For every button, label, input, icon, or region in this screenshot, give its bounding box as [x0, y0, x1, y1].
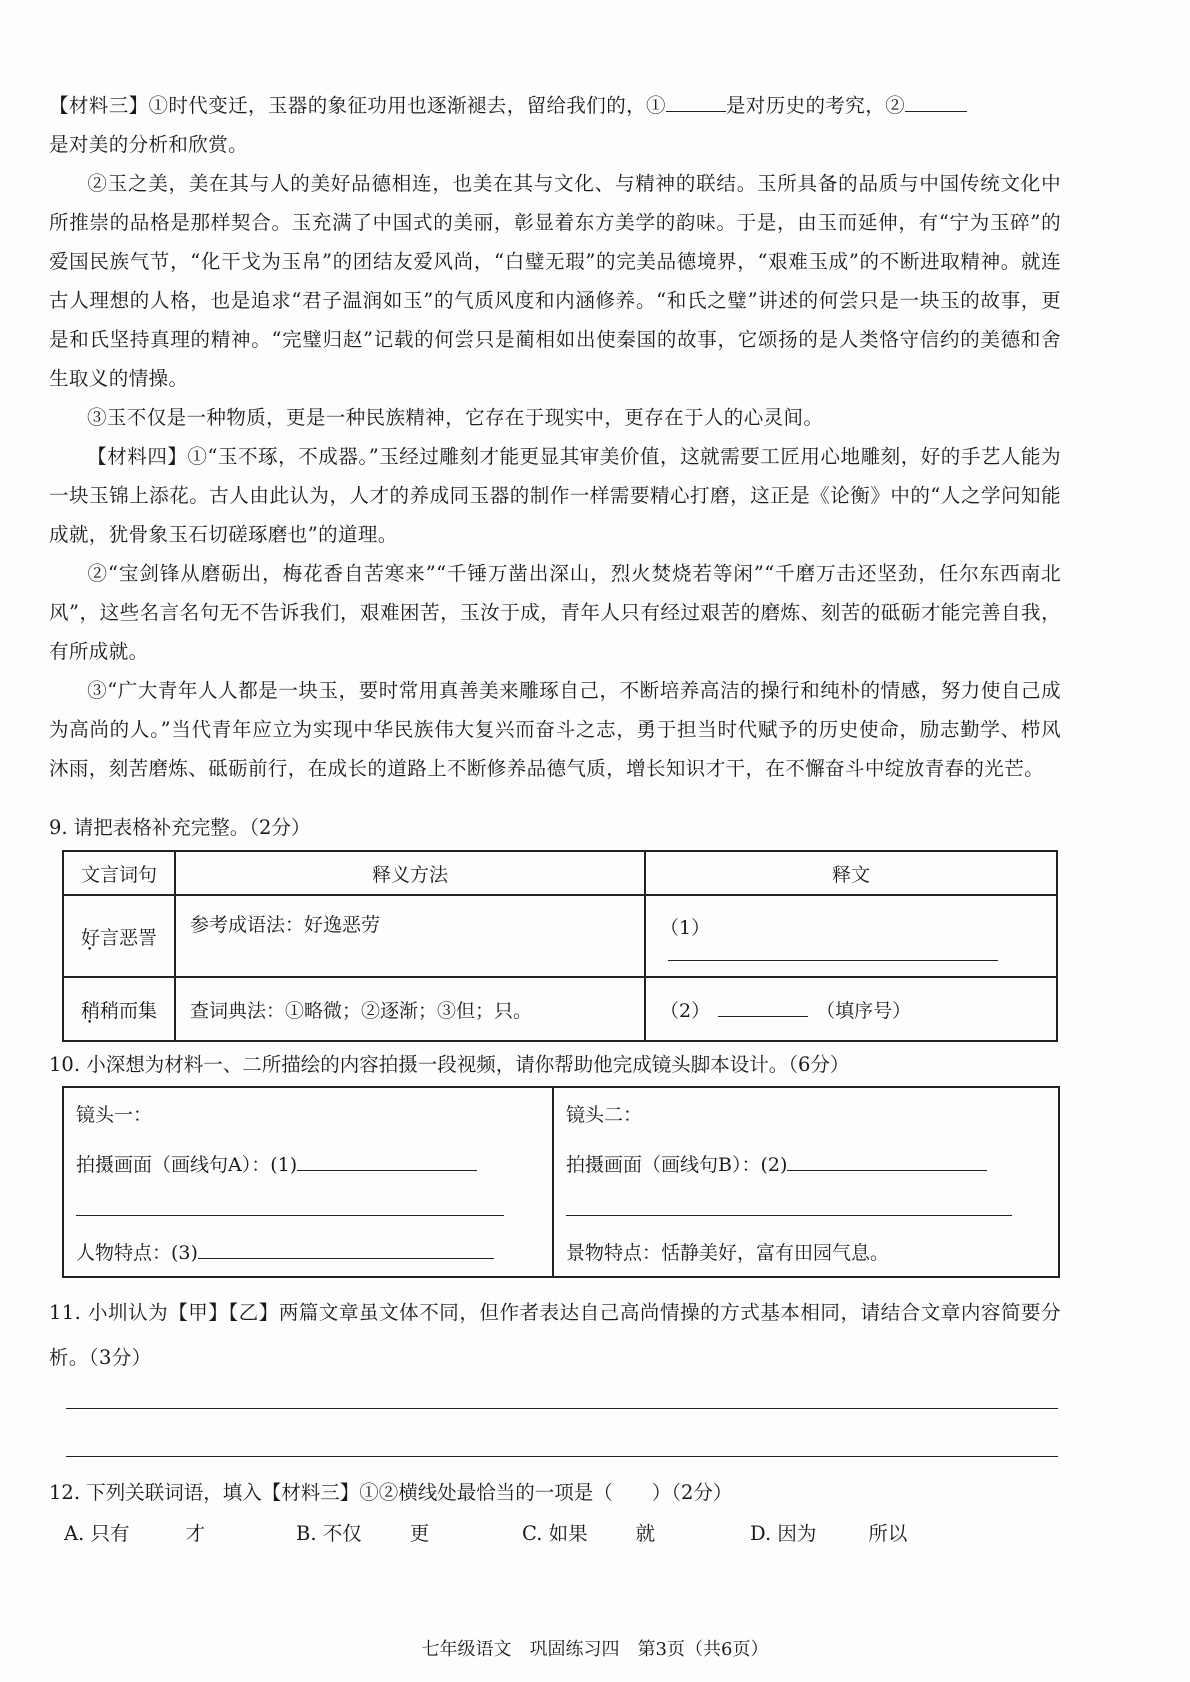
material3-paragraph-2: ②玉之美，美在其与人的美好品德相连，也美在其与文化、与精神的联结。玉所具备的品质与中国传统文化中所推崇的品格是那样契合。玉充满了中国式的美丽，彰显着东方美学的韵味。于是，由玉而延伸，有“宁为玉碎”的爱国民族气节，“化干戈为玉帛”的团结友爱风尚，“白璧无瑕”的完美品德境界，“艰难玉成”的不断进取精神。就连古人理想的人格，也是追求“君子温润如玉”的气质风度和内涵修养。“和氏之璧”讲述的何尝只是一块玉的故事，更是和氏坚持真理的精神。“完璧归赵”记载的何尝只是蔺相如出使秦国的故事，它颂扬的是人类恪守信约的美德和舍生取义的情操。: [49, 172, 1061, 390]
shot-1-answer-line[interactable]: [76, 1215, 504, 1216]
shot-2-panel: [554, 1088, 1058, 1276]
table-cell-answer: （1）: [645, 895, 1057, 977]
question-9-title: 9. 请把表格补充完整。（2分）: [49, 816, 311, 839]
table-cell-answer: （2） （填序号）: [645, 977, 1057, 1041]
shot-1-panel: [64, 1088, 554, 1276]
option-a[interactable]: A. 只有 才: [64, 1522, 205, 1545]
blank-1[interactable]: [666, 91, 726, 112]
shot-1-scene-blank[interactable]: [297, 1150, 477, 1171]
table-header: 释义方法: [175, 851, 645, 895]
shot-1-label: 镜头一：: [76, 1104, 153, 1126]
table-header: 文言词句: [63, 851, 175, 895]
shot-2-trait: 景物特点：恬静美好，富有田园气息。: [566, 1242, 890, 1264]
shot-1-trait-blank[interactable]: [198, 1238, 494, 1259]
option-d[interactable]: D. 因为 所以: [750, 1522, 908, 1545]
shot-2-scene: 拍摄画面（画线句B）：(2): [566, 1150, 987, 1177]
table-cell-method: 查词典法：①略微；②逐渐；③但；只。: [175, 977, 645, 1041]
question-10-title: 10. 小深想为材料一、二所描绘的内容拍摄一段视频，请你帮助他完成镜头脚本设计。（6分）: [49, 1053, 850, 1076]
option-b[interactable]: B. 不仅 更: [296, 1522, 430, 1545]
question-11-answer-line-1[interactable]: [66, 1408, 1058, 1409]
question-9-table: [62, 850, 1058, 1042]
table-cell-method: 参考成语法：好逸恶劳: [175, 895, 645, 977]
material4-paragraph-2: ②“宝剑锋从磨砺出，梅花香自苦寒来”“千锤万凿出深山，烈火焚烧若等闲”“千磨万击还坚劲，任尔东西南北风”，这些名言名句无不告诉我们，艰难困苦，玉汝于成，青年人只有经过艰苦的磨炼、刻苦的砥砺才能完善自我，有所成就。: [49, 562, 1061, 663]
material4-paragraph-3: ③“广大青年人人都是一块玉，要时常用真善美来雕琢自己，不断培养高洁的操行和纯朴的情感，努力使自己成为高尚的人。”当代青年应立为实现中华民族伟大复兴而奋斗之志，勇于担当时代赋予的历史使命，励志勤学、栉风沐雨，刻苦磨炼、砥砺前行，在成长的道路上不断修养品德气质，增长知识才干，在不懈奋斗中绽放青春的光芒。: [49, 679, 1061, 780]
table-header: 释文: [645, 851, 1057, 895]
option-c[interactable]: C. 如果 就: [522, 1522, 656, 1545]
table-cell-word: 稍稍而集: [63, 977, 175, 1041]
material3-paragraph-3: ③玉不仅是一种物质，更是一种民族精神，它存在于现实中，更存在于人的心灵间。: [87, 406, 824, 429]
answer-blank-2[interactable]: [718, 996, 808, 1017]
page-footer: 七年级语文 巩固练习四 第3页（共6页）: [421, 1639, 769, 1660]
question-11-title: 11. 小圳认为【甲】【乙】两篇文章虽文体不同，但作者表达自己高尚情操的方式基本相同，请结合文章内容简要分析。（3分）: [49, 1301, 1061, 1369]
answer-blank-1[interactable]: [668, 940, 998, 961]
table-row: [63, 977, 1057, 1041]
shot-2-answer-line[interactable]: [566, 1215, 1012, 1216]
blank-2[interactable]: [905, 91, 967, 112]
shot-1-scene: 拍摄画面（画线句A）：(1): [76, 1150, 477, 1177]
shot-2-scene-blank[interactable]: [787, 1150, 987, 1171]
question-11-answer-line-2[interactable]: [66, 1456, 1058, 1457]
material4-paragraph-1: 【材料四】①“玉不琢，不成器。”玉经过雕刻才能更显其审美价值，这就需要工匠用心地雕刻，好的手艺人能为一块玉锦上添花。古人由此认为，人才的养成同玉器的制作一样需要精心打磨，这正是《论衡》中的“人之学问知能成就，犹骨象玉石切磋琢磨也”的道理。: [49, 445, 1061, 546]
material3-intro: 【材料三】①时代变迁，玉器的象征功用也逐渐褪去，留给我们的，① 是对历史的考究，② 是对美的分析和欣赏。: [49, 86, 1061, 164]
table-cell-word: 好言恶詈: [63, 895, 175, 977]
question-12-title: 12. 下列关联词语，填入【材料三】①②横线处最恰当的一项是（ ）（2分）: [49, 1481, 733, 1504]
table-row: [63, 895, 1057, 977]
shot-1-trait: 人物特点：(3): [76, 1238, 494, 1265]
shot-2-label: 镜头二：: [566, 1104, 643, 1126]
question-10-shot-table: [62, 1086, 1060, 1278]
